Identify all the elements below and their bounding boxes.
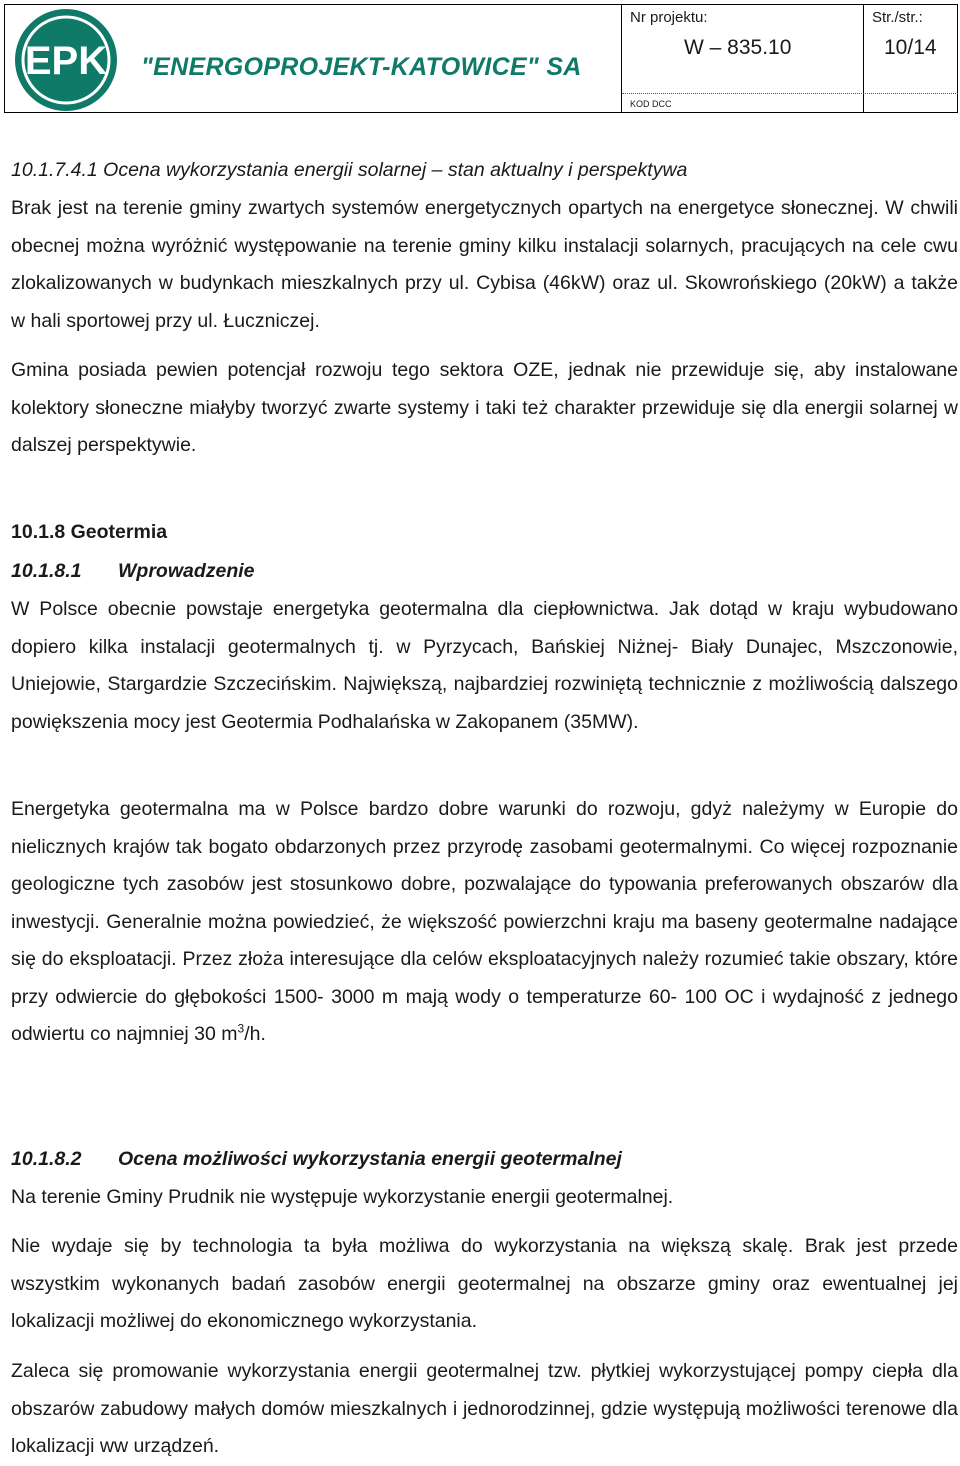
project-number-cell [622,5,864,93]
project-label: Nr projektu: [630,9,708,26]
dcc-row [622,93,958,113]
geothermal-eval-paragraph-1: Na terenie Gminy Prudnik nie występuje wykorzystanie energii geotermalnej. [11,1186,674,1208]
divider [863,94,864,113]
section-number: 10.1.8.1 [11,560,82,582]
geothermal-paragraph-2 [11,791,958,1054]
solar-paragraph-2: Gmina posiada pewien potencjał rozwoju tego sektora OZE, jednak nie przewiduje się, aby instalowane kolektory słoneczne miałyby tworzyć zwarte systemy i taki też charakter przewiduje się dla energii solarnej w dalszej perspektywie. [11,359,958,456]
geothermal-intro-heading [11,553,958,591]
paragraph-end: /h. [244,1023,266,1045]
solar-paragraph-1: Brak jest na terenie gminy zwartych systemów energetycznych opartych na energetyce słonecznej. W chwili obecnej można wyróżnić występowanie na terenie gminy kilku instalacji solarnych, pracujących na cele cwu zlokalizowanych w budynkach mieszkalnych przy ul. Cybisa (46kW) oraz ul. Skowrońskiego (20kW) a także w hali sportowej przy ul. Łuczniczej. [11,197,958,332]
epk-logo-icon [13,7,119,113]
section-title: Wprowadzenie [118,560,255,582]
paragraph-text: Energetyka geotermalna ma w Polsce bardzo dobre warunki do rozwoju, gdyż należymy w Europie do nielicznych krajów tak bogato obdarzonych przez przyrodę zasobami geotermalnymi. Co więcej rozpoznanie geologiczne tych zasobów jest stosunkowo dobre, pozwalające do typowania preferowanych obszarów dla inwestycji. Generalnie można powiedzieć, że większość powierzchni kraju ma baseny geotermalne nadające się do eksploatacji. Przez złoża interesujące dla celów eksploatacyjnych należy rozumieć takie obszary, które przy odwiercie do głębokości 1500- 3000 m mają wody o temperaturze 60- 100 OC i wydajność z jednego odwiertu co najmniej 30 m [11,798,958,1045]
section-number: 10.1.8.2 [11,1148,82,1170]
superscript: 3 [237,1021,245,1036]
logo-cell [5,5,622,112]
geothermal-eval-paragraph-2: Nie wydaje się by technologia ta była możliwa do wykorzystania na większą skalę. Brak jest przede wszystkim wykonanych badań zasobów energii geotermalnej na obszarze gminy oraz ewentualnej jej lokalizacji możliwej do ekonomicznego wykorzystania. [11,1235,958,1332]
solar-heading: 10.1.7.4.1 Ocena wykorzystania energii solarnej – stan aktualny i perspektywa [11,159,688,181]
geothermal-paragraph-1: W Polsce obecnie powstaje energetyka geotermalna dla ciepłownictwa. Jak dotąd w kraju wybudowano dopiero kilka instalacji geotermalnych tj. w Pyrzycach, Bańskiej Niżnej- Biały Dunajec, Mszczonowie, Uniejowie, Stargardzie Szczecińskim. Największą, najbardziej rozwiniętą technicznie z możliwością dalszego powiększenia mocy jest Geotermia Podhalańska w Zakopanem (35MW). [11,598,958,733]
project-number: W – 835.10 [684,36,792,59]
company-name: "ENERGOPROJEKT-KATOWICE" SA [141,53,582,81]
page-number-cell [864,5,958,93]
page-label: Str./str.: [872,9,923,26]
geothermal-eval-paragraph-3: Zaleca się promowanie wykorzystania energii geotermalnej tzw. płytkiej wykorzystującej pompy ciepła dla obszarów zabudowy małych domów mieszkalnych i jednorodzinnej, gdzie występują możliwości terenowe dla lokalizacji ww urządzeń. [11,1360,958,1457]
logo-text: EPK [24,39,108,83]
geothermal-eval-heading [11,1141,958,1179]
page-number: 10/14 [884,36,937,59]
dcc-label: KOD DCC [630,99,672,109]
document-header [4,4,958,113]
section-title: Ocena możliwości wykorzystania energii geotermalnej [118,1148,622,1170]
geothermal-heading: 10.1.8 Geotermia [11,521,168,543]
